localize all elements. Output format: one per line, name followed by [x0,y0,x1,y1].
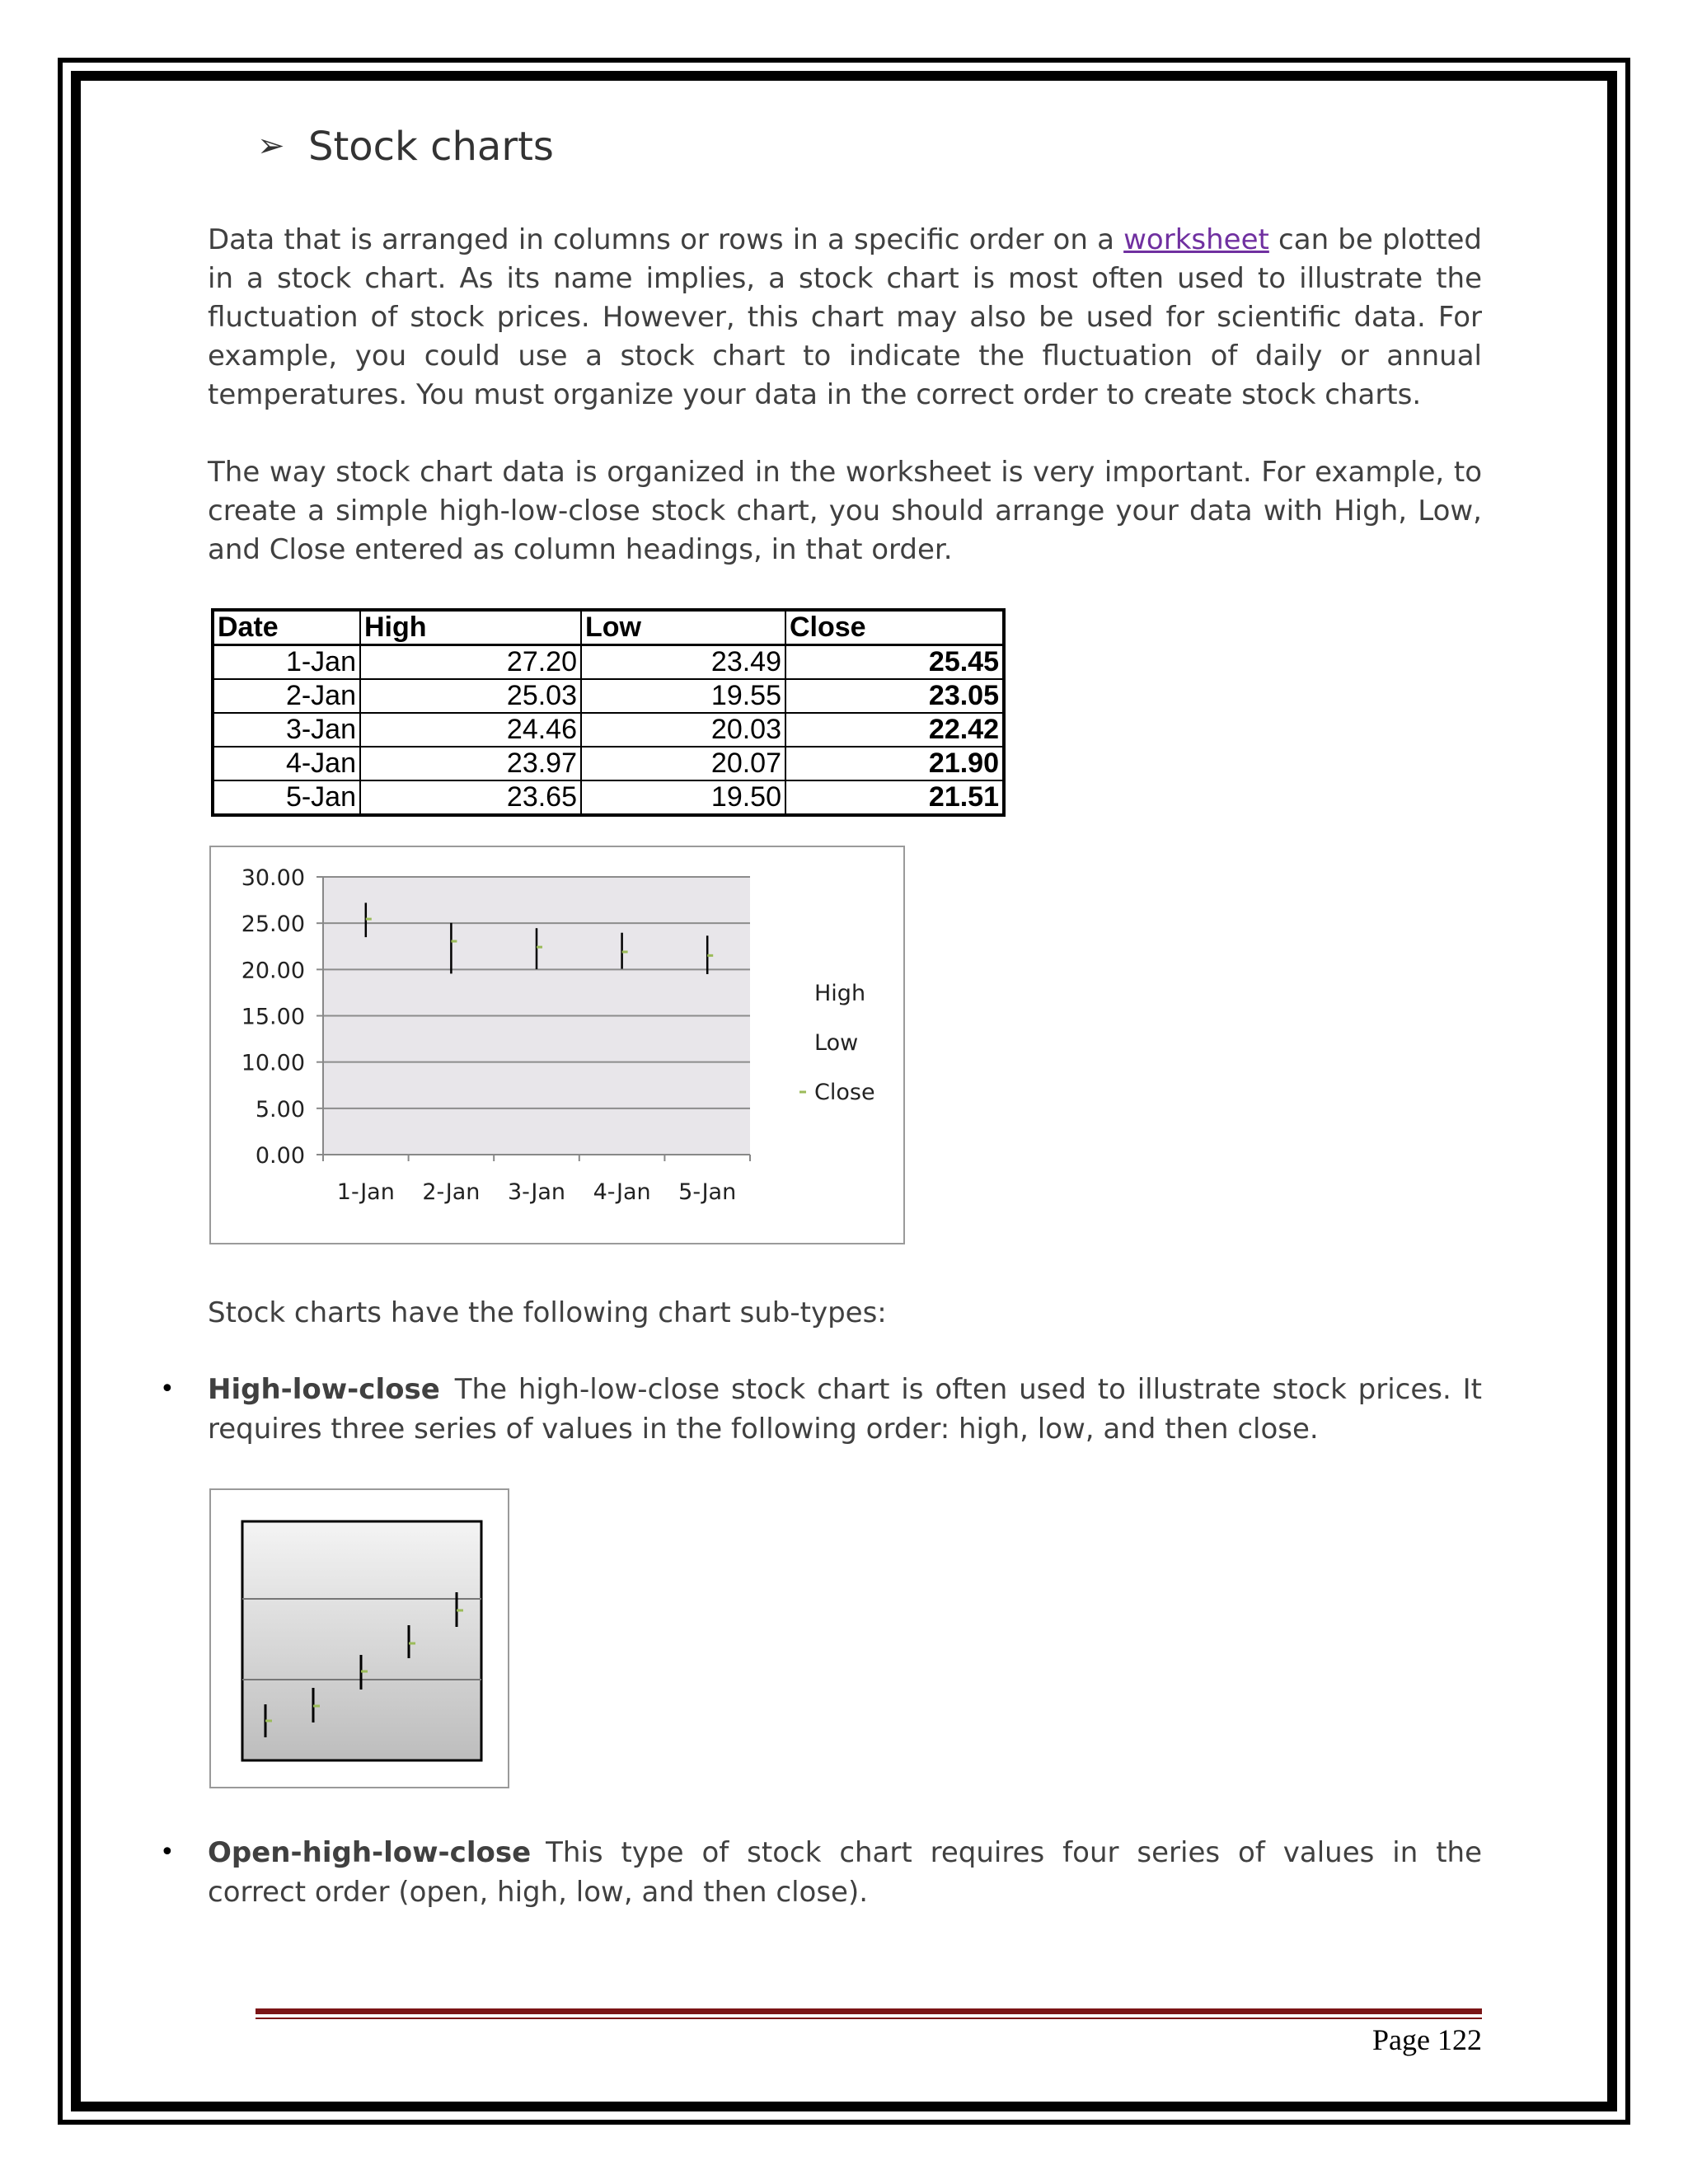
bullet-text: This type of stock chart requires four series of values in the correct order (open, high, low, and then close). [208,1836,1482,1909]
intro-text-start: Data that is arranged in columns or rows in a specific order on a [208,223,1124,256]
stock-data-table [211,608,1006,817]
cell-date: 1-Jan [213,645,360,680]
header-low: Low [581,610,785,645]
footer-rule [256,2008,1482,2014]
bullet-text: The high-low-close stock chart is often used to illustrate stock prices. It requires three series of values in the following order: high, low, and then close. [208,1373,1482,1446]
cell-date: 2-Jan [213,679,360,713]
thumbnail-plot-area [242,1521,481,1760]
legend-label: High [814,981,866,1006]
legend-label: Close [814,1080,875,1105]
cell-high: 27.20 [360,645,581,680]
x-tick-label: 3-Jan [507,1179,566,1205]
header-close: Close [785,610,1004,645]
cell-low: 19.50 [581,780,785,815]
bullet-high-low-close [160,1370,1482,1449]
y-tick-label: 25.00 [241,912,305,938]
cell-high: 23.97 [360,747,581,780]
intro-paragraph [208,221,1482,415]
table-row [213,747,1004,780]
table-row [213,780,1004,815]
heading-text: Stock charts [308,124,554,170]
x-tick-label: 2-Jan [422,1179,481,1205]
organization-paragraph: The way stock chart data is organized in the worksheet is very important. For example, to create a simple high-low-close stock chart, you should arrange your data with High, Low, and Close entered as column headings, in that order. [208,456,1482,566]
cell-low: 20.07 [581,747,785,780]
y-tick-label: 30.00 [241,865,305,891]
high-low-close-thumbnail [209,1488,509,1788]
stock-chart [209,846,905,1244]
legend-label: Low [814,1030,859,1056]
x-tick-label: 4-Jan [593,1179,651,1205]
header-date: Date [213,610,360,645]
table-row [213,645,1004,680]
y-tick-label: 0.00 [255,1143,305,1169]
intro-text-end: can be plotted in a stock chart. As its name implies, a stock chart is most often used to illustrate the fluctuation of stock prices. However, this chart may also be used for scientific data. For example, you could use a stock chart to indicate the fluctuation of daily or annual temperatures. You must organize your data in the correct order to create stock charts. [208,223,1482,411]
bullet-dot: • [160,1838,175,1867]
y-tick-label: 10.00 [241,1050,305,1076]
cell-low: 23.49 [581,645,785,680]
header-high: High [360,610,581,645]
y-tick-label: 5.00 [255,1096,305,1122]
y-tick-label: 20.00 [241,958,305,984]
cell-date: 4-Jan [213,747,360,780]
cell-date: 5-Jan [213,780,360,815]
cell-close: 21.90 [785,747,1004,780]
table-row [213,679,1004,713]
x-tick-label: 1-Jan [336,1179,395,1205]
bullet-open-high-low-close [160,1833,1482,1912]
bullet-dot: • [160,1375,175,1404]
footer-rule-thin [256,2018,1482,2019]
table-header-row [213,610,1004,645]
cell-low: 20.03 [581,713,785,747]
bullet-title: Open-high-low-close [208,1836,532,1869]
cell-high: 25.03 [360,679,581,713]
y-tick-label: 15.00 [241,1004,305,1030]
arrow-bullet-icon: ➢ [257,127,285,165]
subtypes-intro: Stock charts have the following chart sub-types: [208,1296,887,1329]
cell-close: 22.42 [785,713,1004,747]
cell-close: 23.05 [785,679,1004,713]
page-number: Page 122 [1372,2023,1482,2056]
section-heading [257,124,554,170]
x-tick-label: 5-Jan [678,1179,737,1205]
cell-low: 19.55 [581,679,785,713]
cell-date: 3-Jan [213,713,360,747]
stock-chart-svg [211,847,903,1243]
worksheet-link[interactable]: worksheet [1123,223,1269,256]
table-row [213,713,1004,747]
cell-high: 24.46 [360,713,581,747]
hlc-thumbnail-svg [211,1490,508,1787]
cell-close: 21.51 [785,780,1004,815]
cell-high: 23.65 [360,780,581,815]
bullet-title: High-low-close [208,1373,440,1406]
cell-close: 25.45 [785,645,1004,680]
